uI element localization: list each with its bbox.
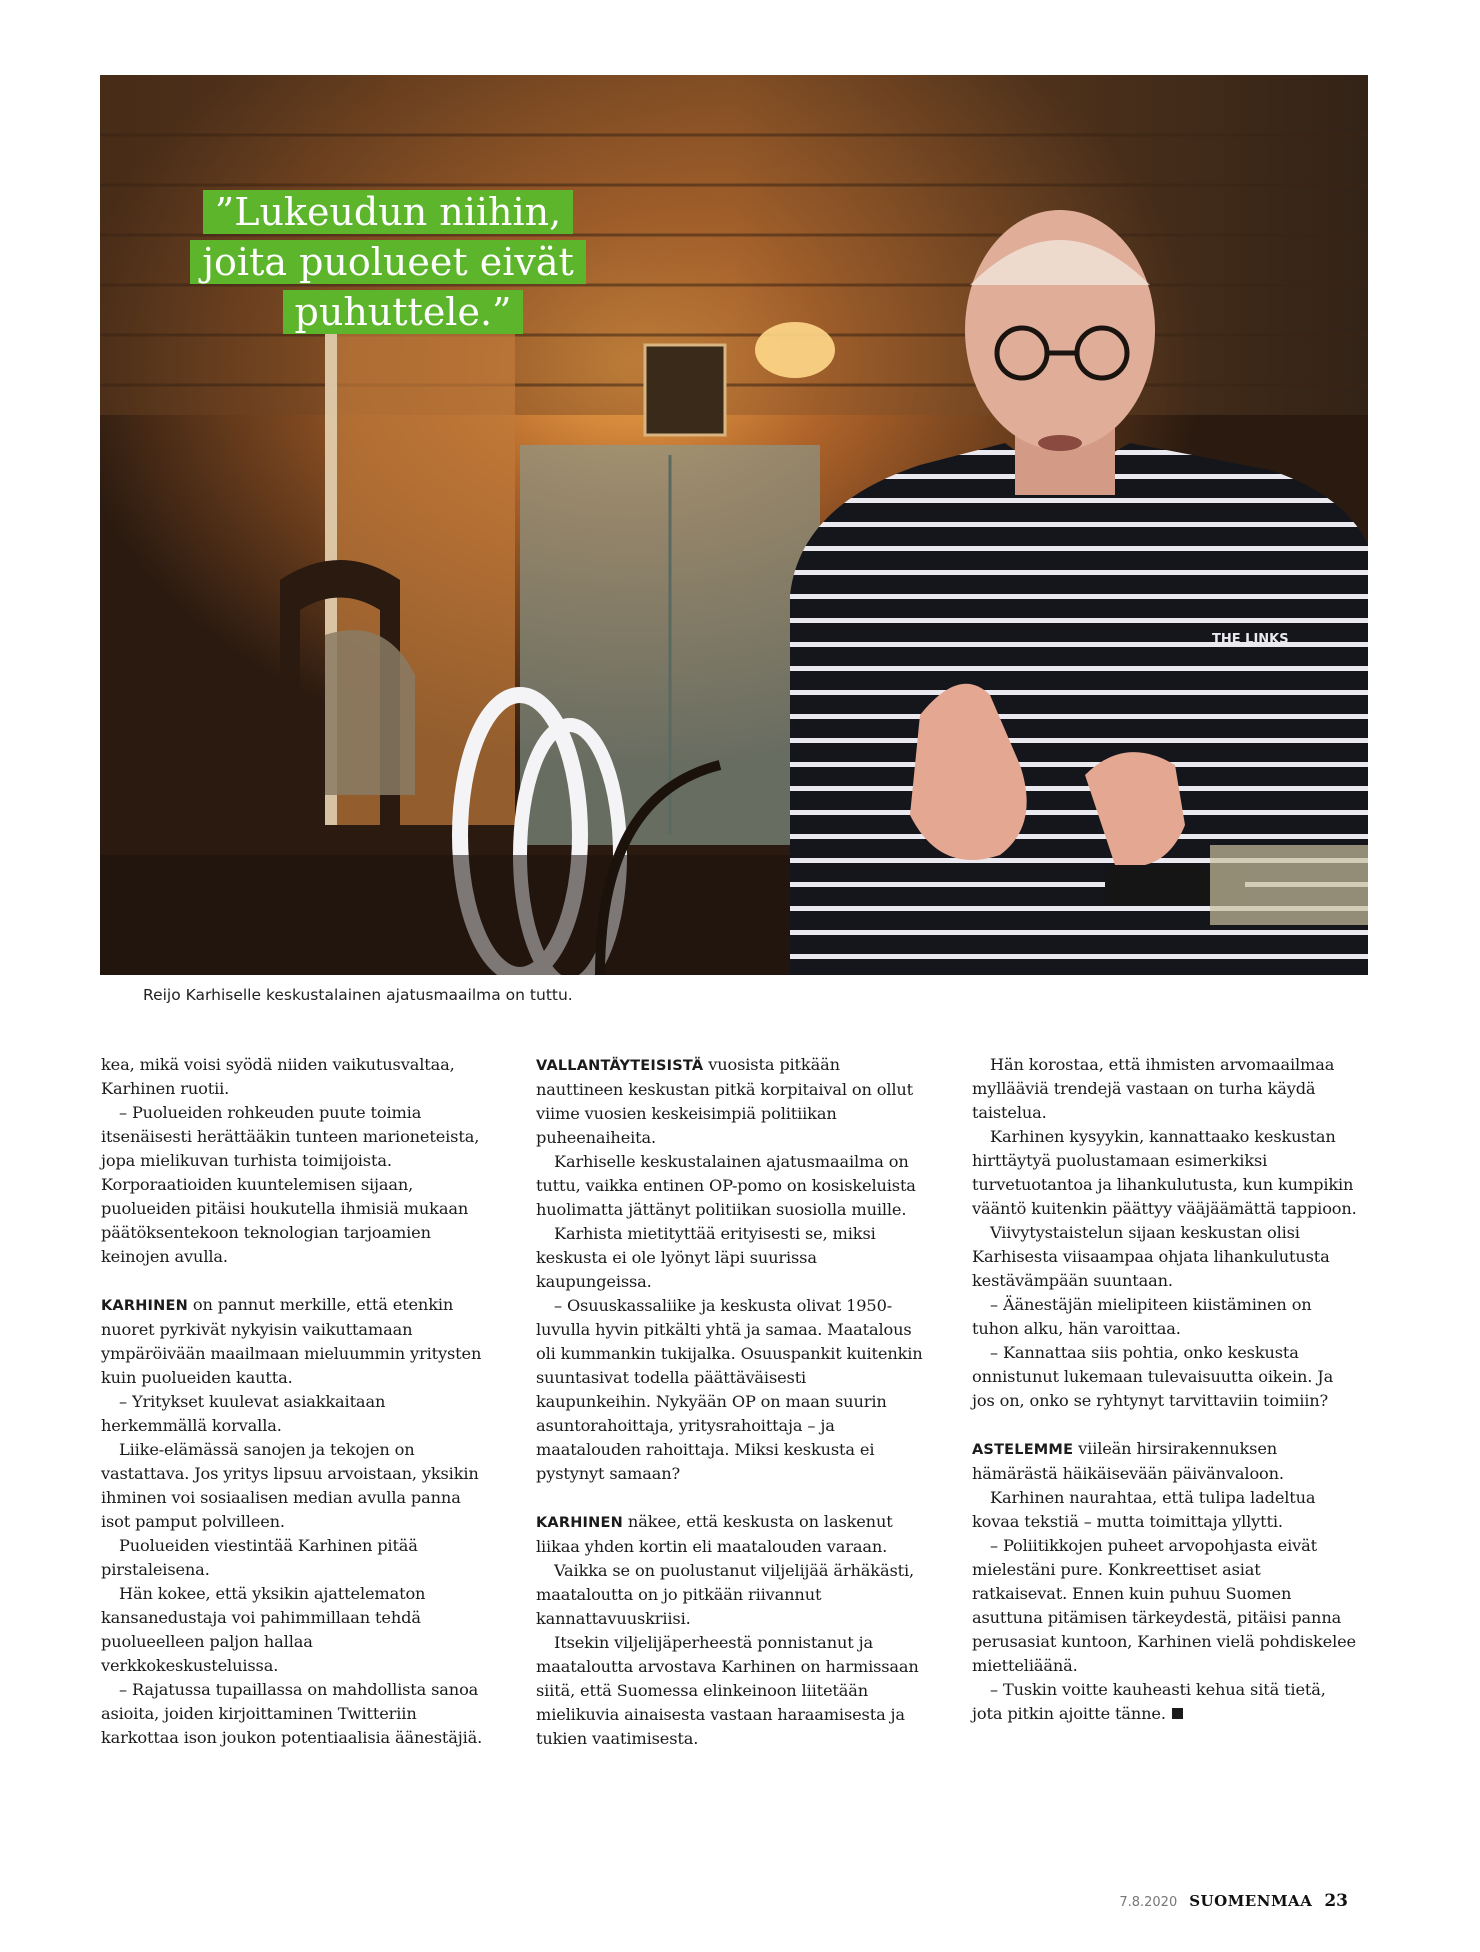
- paragraph: Hän kokee, että yksikin ajattelematon kansanedustaja voi pahimmillaan tehdä puolueelleen paljon hallaa verkkokeskusteluissa.: [101, 1584, 426, 1675]
- paragraph: Karhista mietityttää erityisesti se, miksi keskusta ei ole lyönyt läpi suurissa kaupungeissa.: [536, 1224, 876, 1291]
- paragraph: kea, mikä voisi syödä niiden vaikutusvaltaa, Karhinen ruotii.: [101, 1055, 455, 1098]
- lead-word: ASTELEMME: [972, 1442, 1074, 1458]
- paragraph: Liike-elämässä sanojen ja tekojen on vastattava. Jos yritys lipsuu arvoistaan, yksikin ihminen voi sosiaalisen median avulla panna isot pamput polvilleen.: [101, 1440, 479, 1531]
- paragraph: – Osuuskassaliike ja keskusta olivat 1950-luvulla hyvin pitkälti yhtä ja samaa. Maatalous oli kummankin tukijalka. Osuuspankit kuitenkin suuntasivat todella päättäväisesti kaupunkeihin. Nykyään OP on maan suurin asuntorahoittaja, yritysrahoittaja – ja maatalouden rahoittaja. Miksi keskusta ei pystynyt samaan?: [536, 1296, 923, 1483]
- paragraph: [536, 1510, 924, 1559]
- shirt-logo: THE LINKS: [1212, 632, 1289, 647]
- lead-word: VALLANTÄYTEISISTÄ: [536, 1058, 704, 1074]
- text-column-2: [536, 1053, 924, 1751]
- text-column-1: [101, 1053, 489, 1750]
- paragraph: Karhinen naurahtaa, että tulipa ladeltua kovaa tekstiä – mutta toimittaja yllytti.: [972, 1488, 1316, 1531]
- paragraph: – Puolueiden rohkeuden puute toimia itsenäisesti herättääkin tunteen marioneteista, jopa mielikuvan turhista toimijoista. Korporaatioiden kuuntelemisen sijaan, puolueiden pitäisi houkutella ihmisiä mukaan päätöksentekoon teknologian tarjoamien keinojen avulla.: [101, 1103, 480, 1266]
- paragraph: [972, 1437, 1360, 1486]
- paragraph: Hän korostaa, että ihmisten arvomaailmaa myllääviä trendejä vastaan on turha käydä taistelua.: [972, 1055, 1335, 1122]
- paragraph: Puolueiden viestintää Karhinen pitää pirstaleisena.: [101, 1536, 418, 1579]
- lead-word: KARHINEN: [101, 1298, 188, 1314]
- pull-quote: [202, 190, 574, 334]
- paragraph: Karhiselle keskustalainen ajatusmaailma on tuttu, vaikka entinen OP-pomo on kosiskeluista huolimatta jättänyt politiikan suosiolla muille.: [536, 1152, 916, 1219]
- end-mark-icon: [1172, 1708, 1183, 1719]
- magazine-name: SUOMENMAA: [1189, 1892, 1313, 1910]
- paragraph-text: – Tuskin voitte kauheasti kehua sitä tietä, jota pitkin ajoitte tänne.: [972, 1680, 1326, 1723]
- paragraph: Karhinen kysyykin, kannattaako keskustan hirttäytyä puolustamaan esimerkiksi turvetuotantoa ja lihankulutusta, kun kumpikin vääntö kuitenkin päättyy vääjäämättä tappioon.: [972, 1127, 1357, 1218]
- paragraph: – Yritykset kuulevat asiakkaitaan herkemmällä korvalla.: [101, 1392, 386, 1435]
- paragraph: – Rajatussa tupaillassa on mahdollista sanoa asioita, joiden kirjoittaminen Twitteriin karkottaa ison joukon potentiaalisia äänestäjiä.: [101, 1680, 483, 1747]
- paragraph: – Poliitikkojen puheet arvopohjasta eivät mielestäni pure. Konkreettiset asiat ratkaisevat. Ennen kuin puhuu Suomen asuttuna pitämisen tärkeydestä, pitäisi panna perusasiat kuntoon, Karhinen vielä pohdiskelee mietteliäänä.: [972, 1536, 1356, 1675]
- paragraph: Viivytystaistelun sijaan keskustan olisi Karhisesta viisaampaa ohjata lihankulutusta kestävämpään suuntaan.: [972, 1223, 1330, 1290]
- text-column-3: [972, 1053, 1360, 1726]
- paragraph-text: näkee, että keskusta on laskenut liikaa yhden kortin eli maatalouden varaan.: [536, 1512, 893, 1556]
- pull-quote-line: joita puolueet eivät: [190, 240, 585, 284]
- paragraph: – Kannattaa siis pohtia, onko keskusta onnistunut lukemaan tulevaisuutta oikein. Ja jos on, onko se ryhtynyt tarvittaviin toimiin?: [972, 1343, 1334, 1410]
- photo-caption: Reijo Karhiselle keskustalainen ajatusmaailma on tuttu.: [143, 986, 573, 1004]
- paragraph: [972, 1678, 1360, 1726]
- lead-word: KARHINEN: [536, 1515, 623, 1531]
- paragraph-text: on pannut merkille, että etenkin nuoret pyrkivät nykyisin vaikuttamaan ympäröivään maailmaan mieluummin yritysten kuin puolueiden kautta.: [101, 1295, 482, 1387]
- paragraph: Vaikka se on puolustanut viljelijää ärhäkästi, maataloutta on jo pitkään riivannut kannattavuuskriisi.: [536, 1561, 914, 1628]
- issue-date: 7.8.2020: [1119, 1895, 1178, 1910]
- page-footer: [1119, 1891, 1348, 1911]
- paragraph-text: vuosista pitkään nauttineen keskustan pitkä korpitaival on ollut viime vuosien keskeisimpiä politiikan puheenaiheita.: [536, 1055, 914, 1147]
- paragraph-text: viileän hirsirakennuksen hämärästä häikäisevään päivänvaloon.: [972, 1439, 1284, 1483]
- paragraph: [536, 1053, 924, 1150]
- page-number: 23: [1324, 1891, 1348, 1911]
- paragraph: [101, 1293, 489, 1390]
- pull-quote-line: ”Lukeudun niihin,: [203, 190, 573, 234]
- paragraph: Itsekin viljelijäperheestä ponnistanut ja maataloutta arvostava Karhinen on harmissaan siitä, että Suomessa elinkeinoon liitetään mielikuvia ainaisesta vastaan haraamisesta ja tukien vaatimisesta.: [536, 1633, 919, 1748]
- paragraph: – Äänestäjän mielipiteen kiistäminen on tuhon alku, hän varoittaa.: [972, 1295, 1312, 1338]
- pull-quote-line: puhuttele.”: [283, 290, 524, 334]
